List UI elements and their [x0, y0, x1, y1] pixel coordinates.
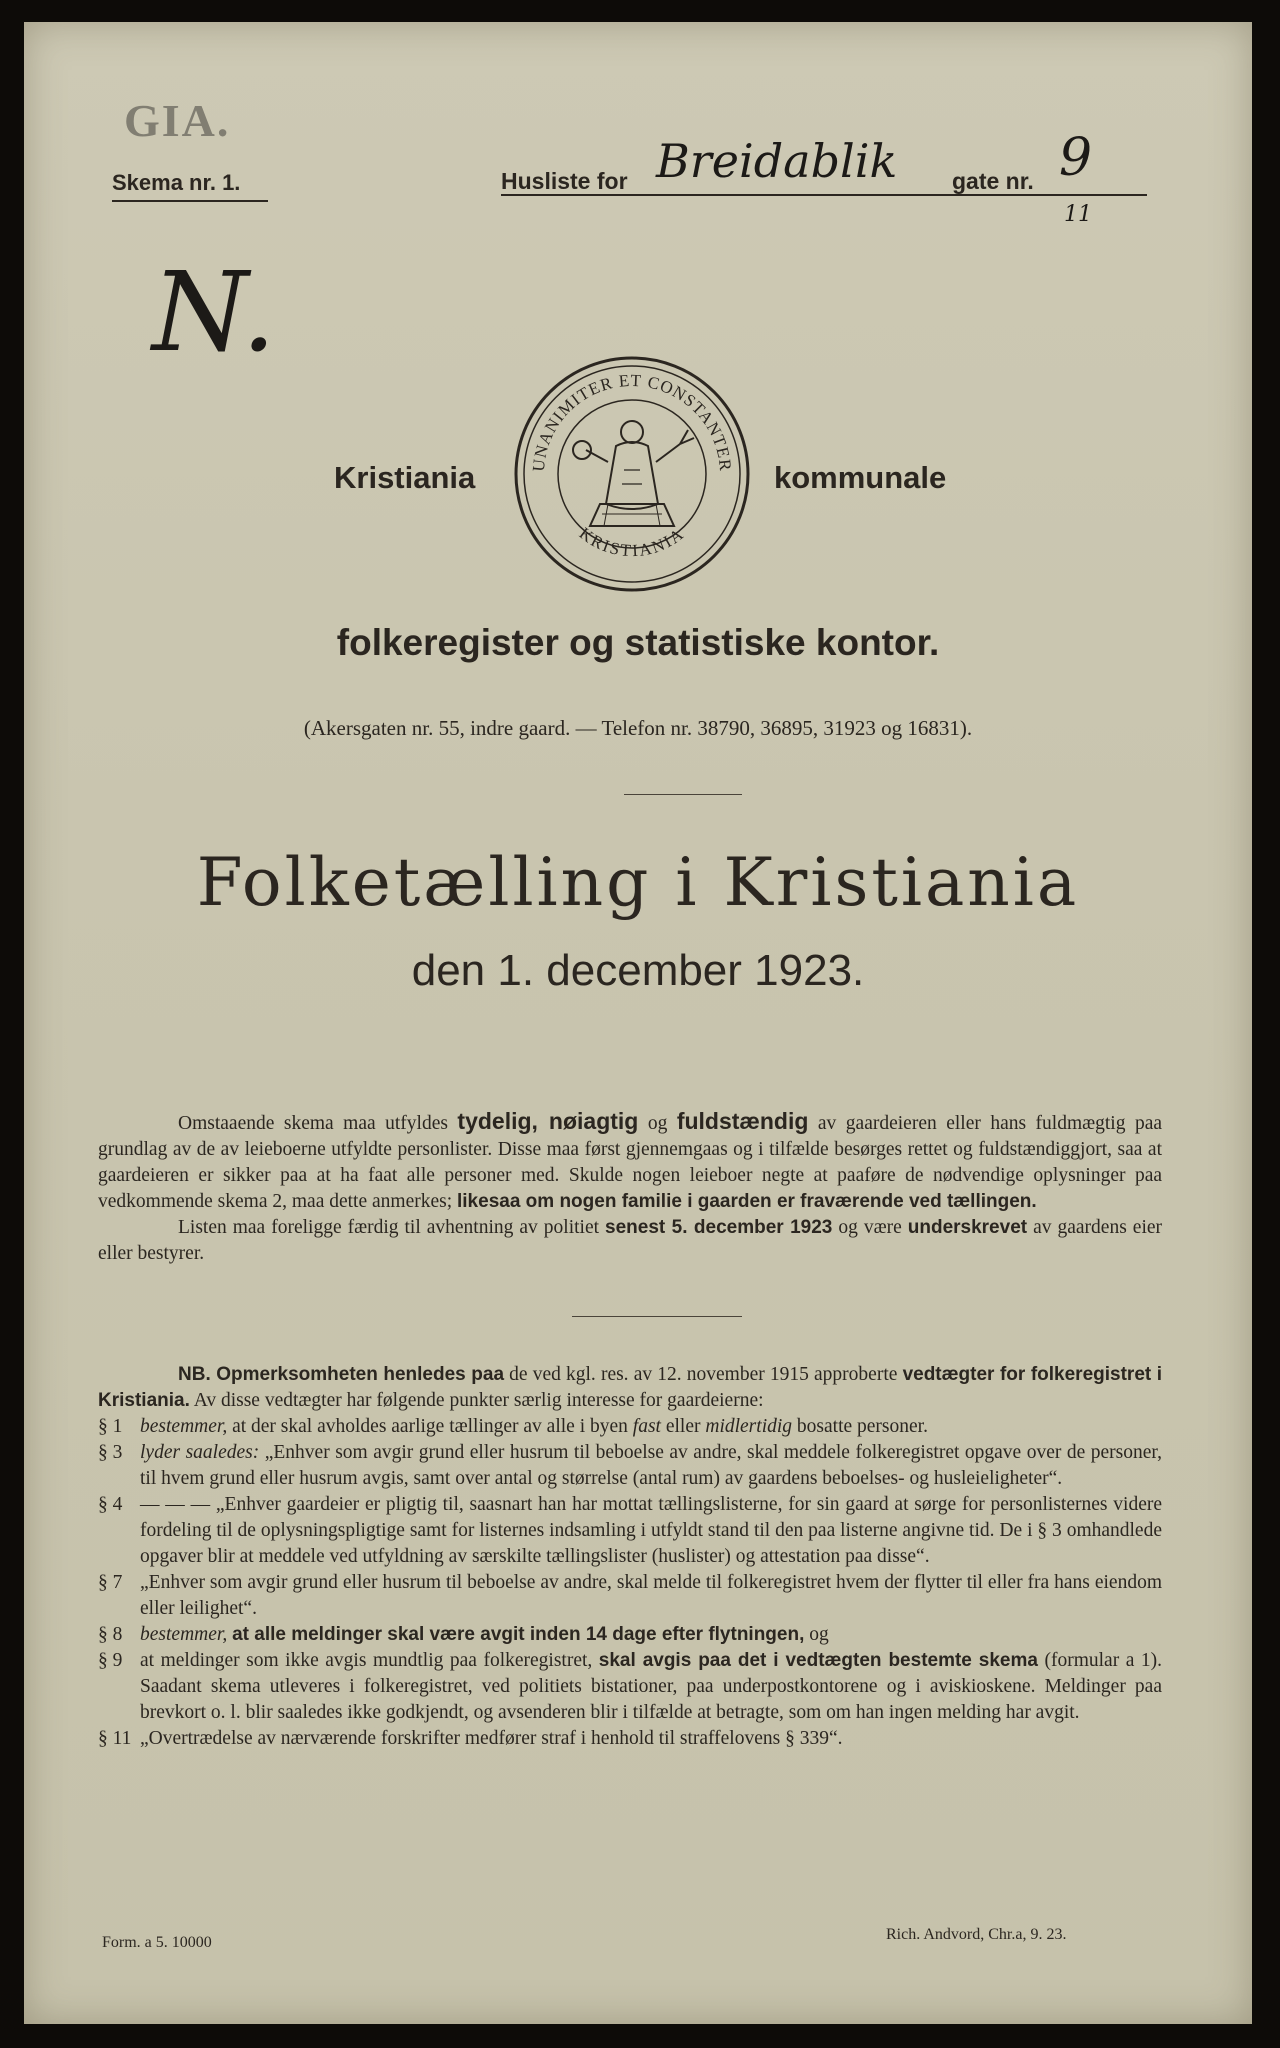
- instr-text: av gaardens eier eller bestyrer.: [98, 1217, 1163, 1264]
- subtitle-date: den 1. december 1923.: [411, 946, 865, 995]
- kristiania-word: Kristiania: [334, 460, 476, 495]
- office-address: (Akersgaten nr. 55, indre gaard. — Telefon nr. 38790, 36895, 31923 og 16831).: [303, 716, 973, 740]
- section-9: [98, 1648, 1162, 1726]
- instr-text: Omstaaende skema maa utfyldes: [178, 1113, 448, 1134]
- archive-stamp: GIA.: [124, 95, 231, 146]
- section-text: bosatte personer.: [796, 1416, 928, 1437]
- instr-text: Listen maa foreligge færdig til avhentning av politiet: [178, 1217, 600, 1238]
- printer-imprint: Rich. Andvord, Chr.a, 9. 23.: [886, 1926, 1067, 1943]
- nb-text: Av disse vedtægter har følgende punkter særlig interesse for gaardeierne:: [193, 1390, 764, 1411]
- section-8: [98, 1622, 1162, 1648]
- seal-text-top: UNANIMITER ET CONSTANTER: [528, 370, 736, 473]
- nb-section: [98, 1362, 1162, 1752]
- instr-text: av gaardeieren eller hans fuldmægtig paa grundlag av de av leieboerne utfyldte personlister. Disse maa først gjennemgaas og i tilfælde besørges rettet og fuldstændiggjort, saa at gaardeieren er sikker paa at ha faat alle personer med. Skulde nogen leieboer negte at paaføre de nødvendige oplysninger paa vedkommende skema 2, maa dette anmerkes;: [98, 1113, 1163, 1212]
- census-form-sheet: [24, 22, 1252, 2024]
- office-name: folkeregister og statistiske kontor.: [336, 622, 940, 663]
- section-4: [98, 1492, 1162, 1570]
- section-italic: bestemmer,: [140, 1624, 228, 1645]
- section-number: § 7: [98, 1572, 123, 1593]
- section-number: § 8: [98, 1624, 123, 1645]
- nb-bold: NB. Opmerksomheten henledes paa: [178, 1364, 505, 1385]
- section-1: [98, 1414, 1162, 1440]
- main-title: Folketælling i Kristiania: [196, 844, 1080, 921]
- section-text: „Enhver som avgir grund eller husrum til beboelse av andre, skal meddele folkeregistret opgave over de personer, til hvem grund eller husrum avgis, samt over antal og størrelse (antal rum) av gaardens beboelses- og husleieligheter“.: [140, 1442, 1163, 1489]
- section-number: § 1: [98, 1416, 123, 1437]
- husliste-label: Husliste for: [501, 168, 628, 194]
- section-number: § 3: [98, 1442, 123, 1463]
- section-italic: fast: [632, 1416, 661, 1437]
- section-number: § 9: [98, 1650, 123, 1671]
- instructions-paragraph: [98, 1108, 1162, 1267]
- section-text: „Overtrædelse av nærværende forskrifter medfører straf i henhold til straffelovens § 339“.: [140, 1728, 843, 1749]
- section-italic: lyder saaledes:: [140, 1442, 260, 1463]
- gate-number-handwritten: 9: [1059, 128, 1093, 188]
- seal-text-bottom: KRISTIANIA: [575, 523, 689, 561]
- section-bold: at alle meldinger skal være avgit inden 14 dage efter flytningen,: [232, 1624, 805, 1645]
- section-number: § 11: [98, 1728, 132, 1749]
- instr-bold: senest 5. december 1923: [605, 1217, 833, 1238]
- section-3: [98, 1440, 1162, 1492]
- divider: [624, 794, 742, 795]
- skema-number: Skema nr. 1.: [112, 170, 241, 195]
- small-handwritten-mark: 11: [1064, 202, 1092, 227]
- instr-bold: underskrevet: [907, 1217, 1028, 1238]
- section-italic: midlertidig: [705, 1416, 793, 1437]
- section-text: at meldinger som ikke avgis mundtlig paa folkeregistret,: [140, 1650, 593, 1671]
- kristiania-seal-icon: [512, 354, 752, 594]
- instr-bold: likesaa om nogen familie i gaarden er fraværende ved tællingen.: [457, 1191, 1037, 1212]
- section-text: at der skal avholdes aarlige tællinger av alle i byen: [232, 1416, 628, 1437]
- section-text: eller: [665, 1416, 701, 1437]
- section-text: „Enhver som avgir grund eller husrum til beboelse av andre, skal melde til folkeregistret hvem der flytter til eller fra hans eiendom eller leilighet“.: [140, 1572, 1162, 1619]
- divider: [572, 1316, 742, 1317]
- section-text: (formular a 1). Saadant skema utleveres i folkeregistret, ved politiets bistationer, paa underpostkontorene og i aviskioskene. Meldinger paa brevkort o. l. blir saaledes ikke godkjendt, og avsenderen blir i tilfælde at betragte, som om han ingen melding har avgit.: [140, 1650, 1163, 1723]
- section-italic: bestemmer,: [140, 1416, 228, 1437]
- street-name-handwritten: Breidablik: [656, 134, 898, 188]
- section-text: og: [809, 1624, 829, 1645]
- gate-label: gate nr.: [952, 168, 1034, 194]
- section-text: — — — „Enhver gaardeier er pligtig til, saasnart han har mottat tællingslisterne, for sin gaard at sørge for personlisternes videre fordeling til de oplysningspligtige samt for listernes indsamling i utfyldt stand til den paa listerne angivne tid. De i § 3 omhandlede opgaver blir at meddele ved utfyldning av særskilte tællingslister (huslister) og attestation paa disse“.: [140, 1494, 1162, 1567]
- husliste-underline: [501, 194, 1147, 196]
- section-number: § 4: [98, 1494, 123, 1515]
- instr-text: og: [647, 1113, 668, 1134]
- kommunale-word: kommunale: [774, 460, 947, 495]
- nb-bold: vedtægter for folkeregistret i Kristiania.: [98, 1364, 1163, 1411]
- section-7: [98, 1570, 1162, 1622]
- section-bold: skal avgis paa det i vedtægten bestemte skema: [598, 1650, 1038, 1671]
- skema-underline: [112, 200, 268, 202]
- initial-handwritten: N.: [152, 248, 277, 376]
- form-number: Form. a 5. 10000: [102, 1934, 212, 1951]
- instr-bold: fuldstændig: [676, 1108, 809, 1134]
- instr-bold: tydelig, nøiagtig: [457, 1108, 639, 1134]
- instr-text: og være: [838, 1217, 902, 1238]
- section-11: [98, 1726, 1162, 1752]
- nb-text: de ved kgl. res. av 12. november 1915 approberte: [509, 1364, 898, 1385]
- svg-text:KRISTIANIA: [576, 524, 688, 561]
